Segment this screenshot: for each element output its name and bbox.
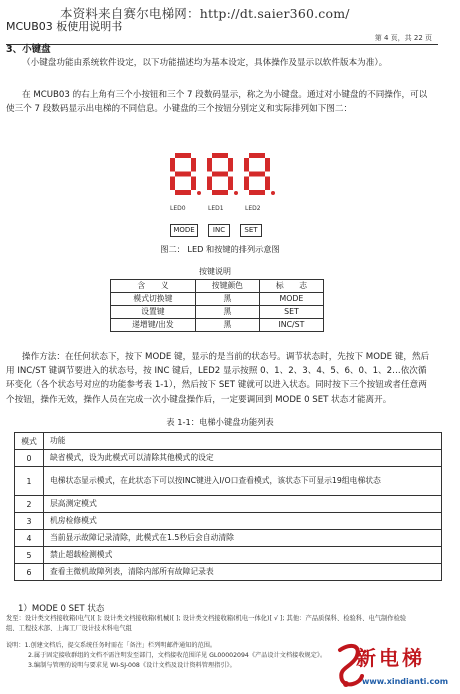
table-header-row (15, 433, 442, 450)
watermark-text: 本资料来自赛尔电梯网：http://dt.saier360.com/ (60, 6, 350, 21)
table-header-cell: 含 义 (111, 280, 196, 293)
subsection-heading: 1）MODE 0 SET 状态 (18, 604, 105, 614)
logo-brand-text: 新电梯 (356, 646, 425, 670)
mode-number: 4 (15, 530, 44, 547)
table-cell: INC/ST (259, 319, 323, 332)
mode-function: 当前显示故障记录清除，此模式在1.5秒后会自动清除 (44, 530, 442, 547)
table-row (111, 319, 324, 332)
table-row (15, 467, 442, 496)
figure-caption: 图二： LED 和按键的排列示意图 (160, 244, 280, 254)
led-segment (249, 172, 265, 177)
distribution-note: 发至：设计类文档接收箱(电气)[ ]; 设计类文档接收箱(机械)[ ]; 设计类文档接收箱(机电一体化)[ √ ]; 其他：产品质保科、检验科、电气制作检验组、工程技术部、上海工厂设计技术科电气组 (6, 615, 407, 632)
table-cell: 设置键 (111, 306, 196, 319)
mode-number: 1 (15, 467, 44, 496)
table-header-cell: 按键颜色 (195, 280, 259, 293)
mode-number: 0 (15, 450, 44, 467)
table-header-cell: 标 志 (259, 280, 323, 293)
mode-number: 6 (15, 564, 44, 581)
inc-button[interactable]: INC (208, 224, 230, 237)
led-segment (212, 153, 228, 158)
mode-number: 5 (15, 547, 44, 564)
led2-label: LED2 (245, 205, 261, 212)
notes-block (6, 641, 366, 671)
table-row (15, 547, 442, 564)
led-segment (212, 172, 228, 177)
mode-number: 3 (15, 513, 44, 530)
table-row (111, 293, 324, 306)
mode-function: 禁止超载检测模式 (44, 547, 442, 564)
page-number: 第 4 页，共 22 页 (374, 34, 432, 42)
table-cell: 黑 (195, 306, 259, 319)
led-decimal-point (271, 191, 275, 195)
table-cell: 模式切换键 (111, 293, 196, 306)
mode-table (14, 432, 442, 581)
led-decimal-point (197, 191, 201, 195)
mode-function: 机房检修模式 (44, 513, 442, 530)
led-segment (212, 190, 228, 195)
mode-function: 缺省模式，设为此模式可以清除其他模式的设定 (44, 450, 442, 467)
mode-table-caption: 表 1-1：电梯小键盘功能列表 (166, 417, 274, 427)
led-segment (170, 177, 175, 191)
table-cell: MODE (259, 293, 323, 306)
header-divider (6, 44, 438, 45)
led-segment (207, 158, 212, 172)
set-button[interactable]: SET (240, 224, 262, 237)
table-cell: 黑 (195, 293, 259, 306)
note-item: 1.创建文档后，提交系统任务时需在「备注」栏列明邮件通知的范围。 (24, 642, 217, 649)
led-display (166, 150, 276, 200)
document-title: MCUB03 板使用说明书 (6, 20, 123, 33)
note-item: 2.属于固定接收群组的文档不需注明发至部门，文档接收范围详见 GL00002094《产品设计文档接收规定》。 (28, 652, 327, 659)
table-cell: 递增键/出发 (111, 319, 196, 332)
table-cell: 黑 (195, 319, 259, 332)
led-segment (191, 158, 196, 172)
table-header-row (111, 280, 324, 293)
led-segment (244, 177, 249, 191)
led-decimal-point (234, 191, 238, 195)
mode-function: 电梯状态显示模式，在此状态下可以按INC键进入I/O口查看模式，该状态下可显示19组电梯状态 (44, 467, 442, 496)
led-segment (228, 177, 233, 191)
keypad-description: 在 MCUB03 的右上角有三个小按钮和三个 7 段数码显示，称之为小键盘。通过对小键盘的不同操作，可以使三个 7 段数码显示出电梯的不同信息。小键盘的三个按钮分别定义和实际排列如下图二： (6, 90, 428, 115)
led-segment (265, 158, 270, 172)
button-table (110, 279, 324, 332)
table-row (15, 450, 442, 467)
table-row (15, 496, 442, 513)
note-item: 3.编制与管理的说明与要求见 WI-SJ-008《设计文档及设计资料管理指引》。 (28, 662, 236, 669)
led-segment (244, 158, 249, 172)
led-segment (249, 153, 265, 158)
table-row (15, 513, 442, 530)
led-segment (175, 190, 191, 195)
mode-number: 2 (15, 496, 44, 513)
led-segment (175, 172, 191, 177)
section-title: 3、小键盘 (6, 44, 51, 55)
led0-label: LED0 (170, 205, 186, 212)
led-segment (175, 153, 191, 158)
button-table-caption: 按键说明 (199, 267, 231, 276)
led-segment (265, 177, 270, 191)
notes-label: 说明： (6, 642, 25, 649)
table-cell: SET (259, 306, 323, 319)
table-row (15, 530, 442, 547)
mode-function: 层高测定模式 (44, 496, 442, 513)
led-segment (249, 190, 265, 195)
table-header-cell: 功能 (44, 433, 442, 450)
logo-url-text: www.xindianti.com (362, 677, 449, 686)
led-segment (207, 177, 212, 191)
table-row (15, 564, 442, 581)
led-segment (228, 158, 233, 172)
table-header-cell: 模式 (15, 433, 44, 450)
mode-function: 查看主微机故障列表，清除内部所有故障记录表 (44, 564, 442, 581)
mode-button[interactable]: MODE (170, 224, 198, 237)
intro-paragraph: （小键盘功能由系统软件设定，以下功能描述均为基本设定，具体操作及显示以软件版本为准）。 (22, 58, 388, 68)
table-row (111, 306, 324, 319)
led1-label: LED1 (208, 205, 224, 212)
led-segment (191, 177, 196, 191)
operation-paragraph: 操作方法：在任何状态下，按下 MODE 键，显示的是当前的状态号。调节状态时，先按下 MODE 键，然后用 INC/ST 键调节要进入的状态号，按 INC 键后，LED2 显示按照 0、1、2、3、4、5、6、0、1、2…依次循环变化（各个状态号对应的功能参考表 1-1），然后按下 SET 键就可以进入状态。同时按下三个按钮或者任意两个按钮，操作无效，操作人员在完成一次小键盘操作后，一定要调回到 MODE 0 SET 状态才能离开。 (6, 352, 430, 405)
led-segment (170, 158, 175, 172)
